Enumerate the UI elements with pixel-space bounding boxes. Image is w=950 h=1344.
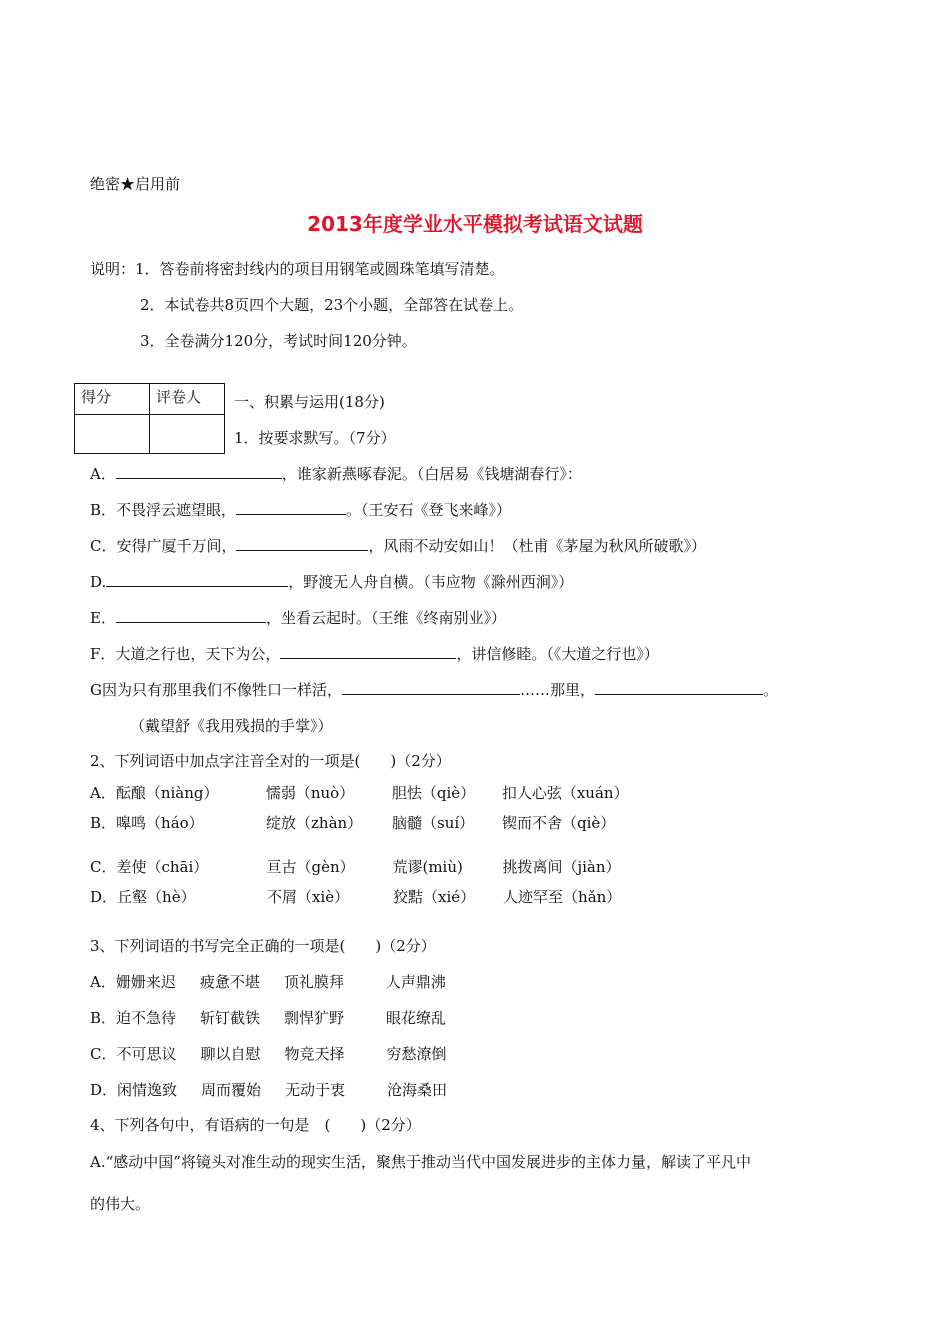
- answer-blank-g2[interactable]: [595, 680, 763, 695]
- answer-blank-d[interactable]: [106, 572, 288, 587]
- instruction-label: 说明：: [90, 260, 136, 278]
- answer-blank-a[interactable]: [116, 464, 282, 479]
- q3-option-a: A．姗姗来迟 疲惫不堪 顶礼膜拜 人声鼎沸: [90, 973, 446, 991]
- secret-label: 绝密★启用前: [90, 175, 181, 193]
- question-4: 4、下列各句中，有语病的一句是 ( )（2分）: [90, 1116, 421, 1134]
- q1-item-b: B．不畏浮云遮望眼， 。（王安石《登飞来峰》）: [90, 501, 512, 519]
- q4-option-a-line1: A.“感动中国”将镜头对准生动的现实生活，聚焦于推动当代中国发展进步的主体力量，解读了平凡中: [90, 1153, 751, 1171]
- q2-option-c: C．差使（chāi） 亘古（gèn） 荒谬(miù) 挑拨离间（jiàn）: [90, 858, 621, 876]
- q3-option-c: C．不可思议 聊以自慰 物竞天择 穷愁潦倒: [90, 1045, 447, 1063]
- answer-blank-g1[interactable]: [342, 680, 520, 695]
- answer-blank-f[interactable]: [280, 644, 456, 659]
- q1-item-e: E． ，坐看云起时。（王维《终南别业》）: [90, 609, 506, 627]
- question-3: 3、下列词语的书写完全正确的一项是( )（2分）: [90, 937, 436, 955]
- q1-item-g-source: （戴望舒《我用残损的手掌》）: [130, 717, 333, 735]
- q1-item-f: F．大道之行也，天下为公， ，讲信修睦。（《大道之行也》）: [90, 645, 659, 663]
- q1-item-g: G因为只有那里我们不像牲口一样活， ……那里， 。: [90, 681, 779, 699]
- score-header: 得分: [75, 384, 150, 415]
- score-cell[interactable]: [75, 415, 150, 454]
- instruction-2: 2．本试卷共8页四个大题，23个小题，全部答在试卷上。: [140, 296, 524, 314]
- answer-blank-c[interactable]: [236, 536, 368, 551]
- grader-header: 评卷人: [150, 384, 225, 415]
- section-heading: 一、积累与运用(18分): [234, 393, 385, 411]
- q1-item-d: D. ，野渡无人舟自横。（韦应物《滁州西涧》）: [90, 573, 574, 591]
- q3-option-d: D．闲情逸致 周而覆始 无动于衷 沧海桑田: [90, 1081, 448, 1099]
- page-title: 2013年度学业水平模拟考试语文试题: [307, 212, 643, 236]
- instruction-3: 3．全卷满分120分，考试时间120分钟。: [140, 332, 417, 350]
- instruction-1: 说明：1．答卷前将密封线内的项目用钢笔或圆珠笔填写清楚。: [90, 260, 505, 278]
- q4-option-a-line2: 的伟大。: [90, 1195, 151, 1213]
- grader-cell[interactable]: [150, 415, 225, 454]
- q1-item-c: C．安得广厦千万间， ，风雨不动安如山！（杜甫《茅屋为秋风所破歌》）: [90, 537, 706, 555]
- score-table: [74, 383, 225, 454]
- q3-option-b: B．迫不急待 斩钉截铁 剽悍犷野 眼花缭乱: [90, 1009, 447, 1027]
- question-2: 2、下列词语中加点字注音全对的一项是( )（2分）: [90, 752, 451, 770]
- q2-option-b: B．嗥鸣（háo） 绽放（zhàn） 脑髓（suí） 锲而不舍（qiè）: [90, 814, 616, 832]
- answer-blank-b[interactable]: [236, 500, 346, 515]
- q1-item-a: A． ，谁家新燕啄春泥。（白居易《钱塘湖春行》：: [90, 465, 582, 483]
- question-1: 1．按要求默写。（7分）: [234, 429, 396, 447]
- q2-option-a: A．酝酿（niàng） 懦弱（nuò） 胆怯（qiè） 扣人心弦（xuán）: [90, 784, 629, 802]
- q2-option-d: D．丘壑（hè） 不屑（xiè） 狡黠（xié） 人迹罕至（hǎn）: [90, 888, 622, 906]
- answer-blank-e[interactable]: [116, 608, 266, 623]
